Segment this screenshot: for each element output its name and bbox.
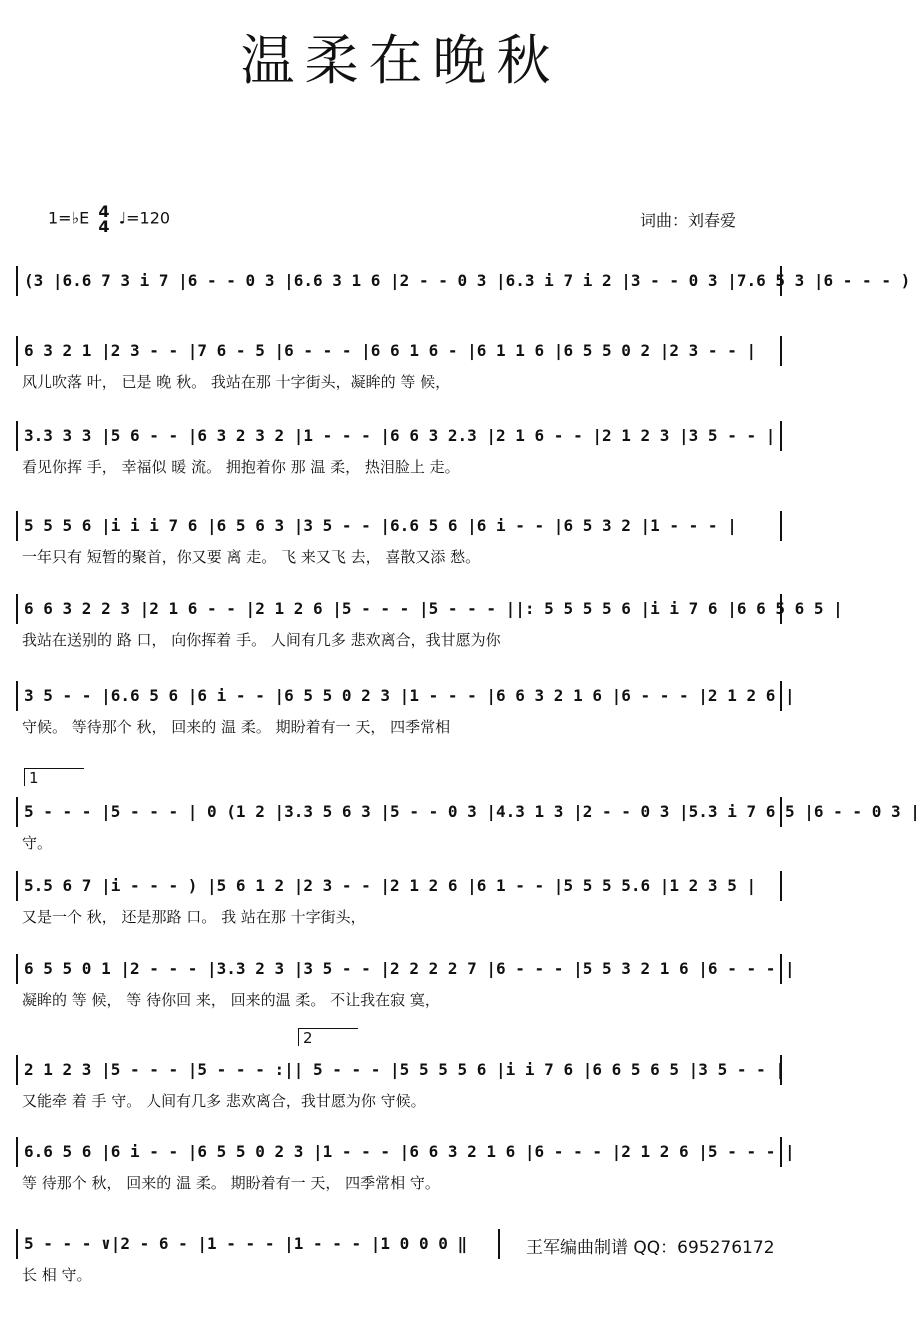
time-bottom: 4 [98, 217, 110, 236]
lyric-line: 守候。 等待那个 秋， 回来的 温 柔。 期盼着有一 天， 四季常相 [22, 718, 451, 736]
time-top: 4 [98, 202, 110, 221]
notation-line: 3.3 3 3 |5 6 - - |6 3 2 3 2 |1 - - - |6 6 3 2.3 |2 1 6 - - |2 1 2 3 |3 5 - - | [16, 421, 782, 451]
lyric-line: 守。 [22, 834, 53, 852]
notation-line: 5 - - - |5 - - - | 0 (1 2 |3.3 5 6 3 |5 - - 0 3 |4.3 1 3 |2 - - 0 3 |5.3 i 7 6 5 |6 - - 0 3 | [16, 797, 782, 827]
lyric-line: 我站在送别的 路 口， 向你挥着 手。 人间有几多 悲欢离合，我甘愿为你 [22, 631, 501, 649]
lyric-line: 凝眸的 等 候， 等 待你回 来， 回来的温 柔。 不让我在寂 寞， [22, 991, 440, 1009]
notation-line: 5.5 6 7 |i - - - ) |5 6 1 2 |2 3 - - |2 1 2 6 |6 1 - - |5 5 5 5.6 |1 2 3 5 | [16, 871, 782, 901]
notation-line: 5 - - - ∨|2 - 6 - |1 - - - |1 - - - |1 0 0 0 ‖ [16, 1229, 500, 1259]
key-label: 1=♭E [48, 208, 90, 228]
notation-line: 5 5 5 6 |i i i 7 6 |6 5 6 3 |3 5 - - |6.6 5 6 |6 i - - |6 5 3 2 |1 - - - | [16, 511, 782, 541]
lyric-line: 看见你挥 手， 幸福似 暖 流。 拥抱着你 那 温 柔， 热泪脸上 走。 [22, 458, 460, 476]
notation-line: 6 3 2 1 |2 3 - - |7 6 - 5 |6 - - - |6 6 1 6 - |6 1 1 6 |6 5 5 0 2 |2 3 - - | [16, 336, 782, 366]
first-ending-bracket [24, 768, 84, 786]
notation-line: 3 5 - - |6.6 5 6 |6 i - - |6 5 5 0 2 3 |1 - - - |6 6 3 2 1 6 |6 - - - |2 1 2 6 | [16, 681, 782, 711]
lyric-line: 等 待那个 秋， 回来的 温 柔。 期盼着有一 天， 四季常相 守。 [22, 1174, 440, 1192]
notation-line: (3 |6.6 7 3 i 7 |6 - - 0 3 |6.6 3 1 6 |2 - - 0 3 |6.3 i 7 i 2 |3 - - 0 3 |7.6 5 3 |6 - - - ) [16, 266, 782, 296]
second-ending-number: 2 [303, 1029, 313, 1047]
lyricist-composer-credit: 词曲：刘春爱 [640, 211, 737, 230]
lyric-line: 又是一个 秋， 还是那路 口。 我 站在那 十字街头， [22, 908, 366, 926]
lyric-line: 一年只有 短暂的聚首，你又要 离 走。 飞 来又飞 去， 喜散又添 愁。 [22, 548, 481, 566]
lyric-line: 又能牵 着 手 守。 人间有几多 悲欢离合，我甘愿为你 守候。 [22, 1092, 426, 1110]
arranger-credit: 王军编曲制谱 QQ：695276172 [526, 1238, 775, 1258]
song-title: 温柔在晚秋 [240, 29, 561, 92]
notation-line: 6 5 5 0 1 |2 - - - |3.3 2 3 |3 5 - - |2 2 2 2 7 |6 - - - |5 5 3 2 1 6 |6 - - - | [16, 954, 782, 984]
lyric-line: 风儿吹落 叶， 已是 晚 秋。 我站在那 十字街头，凝眸的 等 候， [22, 373, 451, 391]
tempo-mark: ♩=120 [118, 208, 171, 228]
first-ending-number: 1 [29, 769, 39, 787]
key-signature [48, 204, 170, 234]
lyric-line: 长 相 守。 [22, 1266, 92, 1284]
notation-line: 6 6 3 2 2 3 |2 1 6 - - |2 1 2 6 |5 - - - |5 - - - ||: 5 5 5 5 6 |i i 7 6 |6 6 5 6 5 | [16, 594, 782, 624]
notation-line: 2 1 2 3 |5 - - - |5 - - - :|| 5 - - - |5 5 5 5 6 |i i 7 6 |6 6 5 6 5 |3 5 - - | [16, 1055, 782, 1085]
second-ending-bracket [298, 1028, 358, 1046]
time-signature [98, 204, 109, 234]
notation-line: 6.6 5 6 |6 i - - |6 5 5 0 2 3 |1 - - - |6 6 3 2 1 6 |6 - - - |2 1 2 6 |5 - - - | [16, 1137, 782, 1167]
